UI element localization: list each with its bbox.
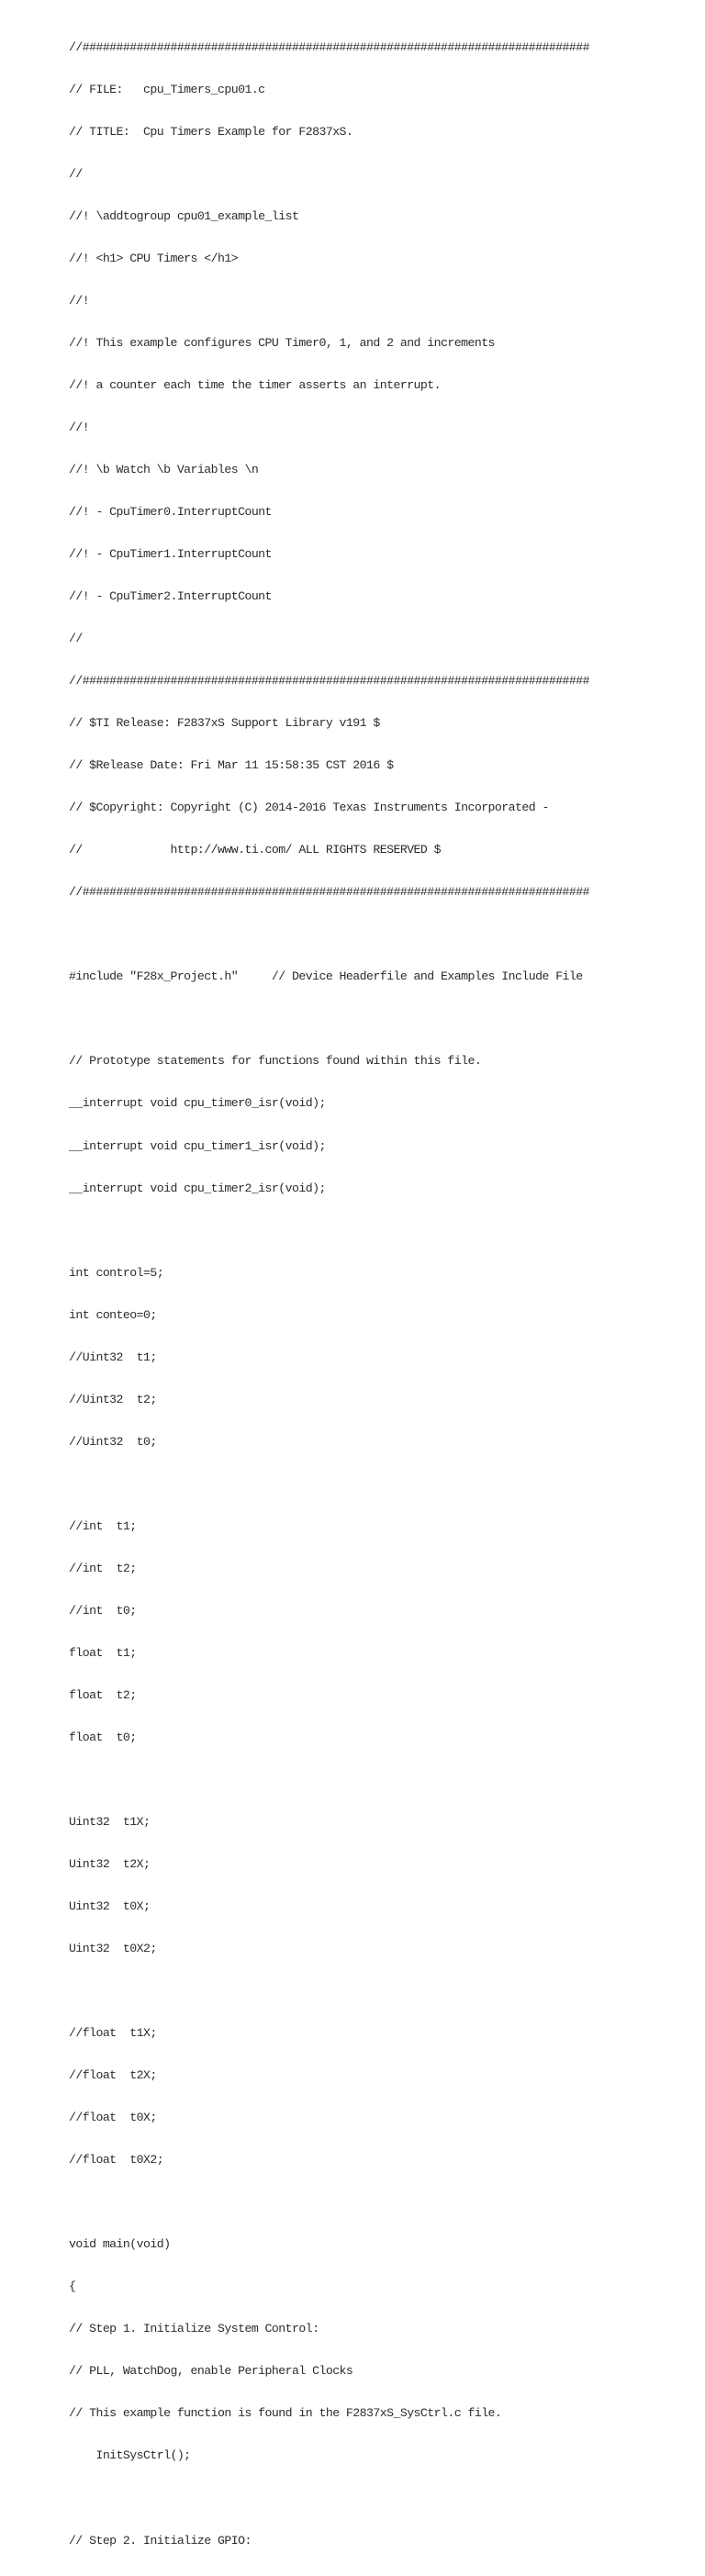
code-listing	[69, 12, 693, 2576]
code-line	[69, 927, 693, 941]
code-line: #include "F28x_Project.h" // Device Headerfile and Examples Include File	[69, 969, 583, 984]
code-line: // PLL, WatchDog, enable Peripheral Clocks	[69, 2364, 353, 2379]
code-line: //###########################################################################	[69, 885, 590, 900]
code-line: //! \b Watch \b Variables \n	[69, 463, 259, 476]
code-line: //! This example configures CPU Timer0, 1, and 2 and increments	[69, 335, 495, 350]
code-line: // Step 1. Initialize System Control:	[69, 2322, 319, 2336]
code-line: //	[69, 632, 83, 646]
code-line: __interrupt void cpu_timer0_isr(void);	[69, 1096, 326, 1111]
code-line: //! <h1> CPU Timers </h1>	[69, 251, 239, 265]
code-line	[69, 1477, 693, 1491]
code-line	[69, 2195, 693, 2209]
code-line: //Uint32 t2;	[69, 1392, 157, 1406]
code-line: int conteo=0;	[69, 1307, 157, 1322]
code-line: // Prototype statements for functions found within this file.	[69, 1054, 482, 1069]
code-line: //int t2;	[69, 1561, 137, 1575]
code-line	[69, 1224, 693, 1238]
code-line: //! \addtogroup cpu01_example_list	[69, 208, 299, 223]
code-line: //!	[69, 293, 90, 308]
code-line: //! a counter each time the timer asserts an interrupt.	[69, 377, 442, 392]
code-line	[69, 2492, 693, 2505]
code-line: __interrupt void cpu_timer2_isr(void);	[69, 1181, 326, 1195]
code-line: //!	[69, 420, 90, 434]
code-line: //###########################################################################	[69, 39, 590, 54]
code-line: // $TI Release: F2837xS Support Library v191 $	[69, 716, 380, 731]
code-line: //float t0X2;	[69, 2153, 164, 2167]
code-line: //int t0;	[69, 1603, 137, 1618]
code-line: // http://www.ti.com/ ALL RIGHTS RESERVED $	[69, 843, 442, 857]
code-line	[69, 1012, 693, 1025]
code-line: Uint32 t0X;	[69, 1899, 151, 1914]
code-line: int control=5;	[69, 1265, 164, 1280]
code-line: // TITLE: Cpu Timers Example for F2837xS.	[69, 124, 353, 139]
code-line: // $Release Date: Fri Mar 11 15:58:35 CST 2016 $	[69, 758, 394, 773]
code-line: // Step 2. Initialize GPIO:	[69, 2533, 252, 2548]
code-line: __interrupt void cpu_timer1_isr(void);	[69, 1138, 326, 1153]
code-line: //float t1X;	[69, 2026, 157, 2041]
code-line: //float t0X;	[69, 2111, 157, 2125]
code-line: //float t2X;	[69, 2068, 157, 2083]
code-line: //! - CpuTimer1.InterruptCount	[69, 547, 272, 562]
code-line: float t0;	[69, 1730, 137, 1744]
code-line: {	[69, 2279, 76, 2294]
code-line: Uint32 t1X;	[69, 1815, 151, 1829]
code-line: //! - CpuTimer2.InterruptCount	[69, 589, 272, 604]
code-line: float t1;	[69, 1645, 137, 1660]
code-line: //Uint32 t1;	[69, 1350, 157, 1364]
code-line: //int t1;	[69, 1518, 137, 1533]
code-line: void main(void)	[69, 2237, 171, 2252]
code-line	[69, 1773, 693, 1786]
code-line: // This example function is found in the F2837xS_SysCtrl.c file.	[69, 2406, 502, 2421]
code-line: //###########################################################################	[69, 674, 590, 689]
code-line: //! - CpuTimer0.InterruptCount	[69, 505, 272, 520]
code-line: //Uint32 t0;	[69, 1434, 157, 1449]
code-line: float t2;	[69, 1687, 137, 1702]
code-line: //	[69, 166, 83, 181]
code-line: Uint32 t2X;	[69, 1857, 151, 1872]
code-line: // FILE: cpu_Timers_cpu01.c	[69, 82, 265, 96]
code-line: Uint32 t0X2;	[69, 1942, 157, 1956]
code-line: InitSysCtrl();	[69, 2448, 191, 2463]
code-line: // $Copyright: Copyright (C) 2014-2016 Texas Instruments Incorporated -	[69, 801, 549, 815]
code-line	[69, 1984, 693, 1998]
